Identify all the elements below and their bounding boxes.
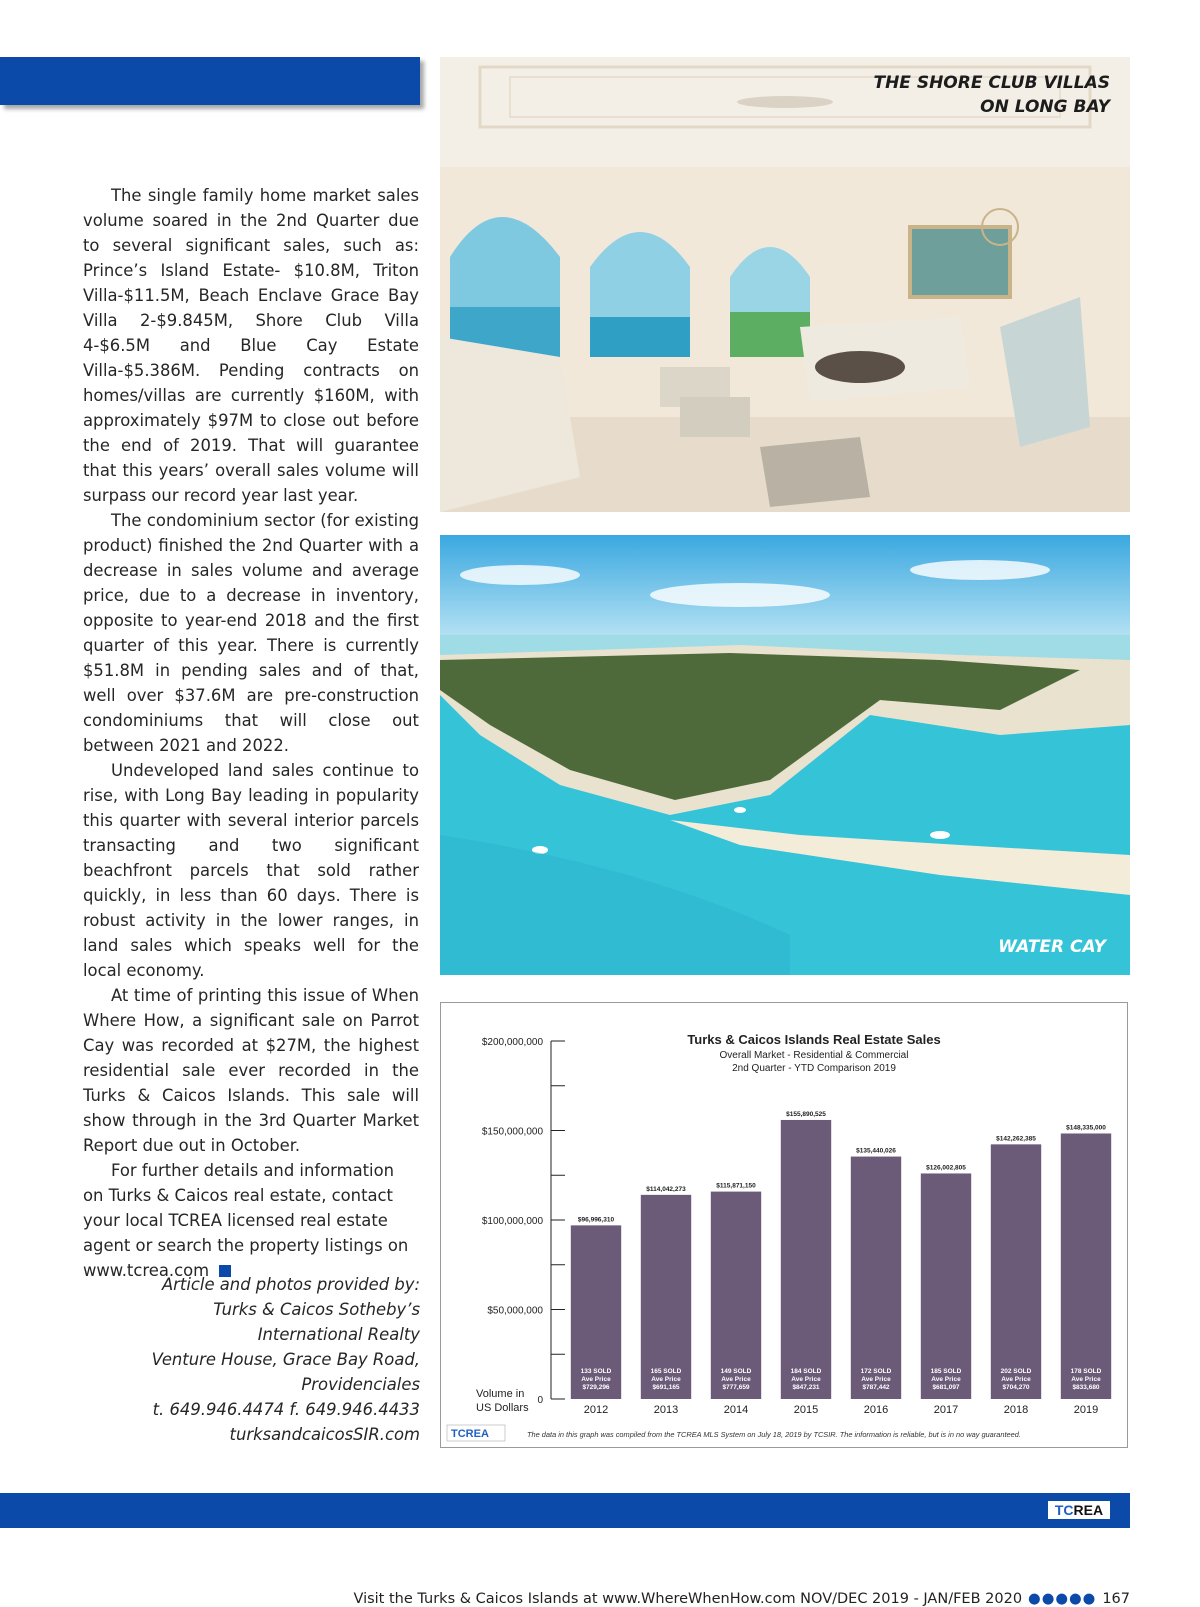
- bar-value-label: $126,002,805: [926, 1164, 966, 1172]
- x-tick-label: 2015: [793, 1404, 819, 1416]
- credit-line: t. 649.946.4474 f. 649.946.4433: [152, 1400, 420, 1419]
- bar-value-label: $96,996,310: [577, 1216, 615, 1224]
- credit-line: Venture House, Grace Bay Road,: [151, 1350, 420, 1369]
- footer-dots: ●●●●●: [1028, 1591, 1097, 1607]
- ave-price-value: $777,659: [722, 1384, 750, 1391]
- sold-label: 149 SOLD: [720, 1368, 752, 1375]
- real-estate-sales-chart: [440, 1002, 1128, 1448]
- y-axis-label: Volume in: [476, 1388, 525, 1400]
- ave-price-label: Ave Price: [581, 1376, 611, 1383]
- y-tick-label: $200,000,000: [481, 1037, 543, 1048]
- article-body: [83, 183, 419, 1283]
- bar-value-label: $155,890,525: [786, 1110, 826, 1118]
- chart-svg: [441, 1003, 1127, 1447]
- x-tick-label: 2012: [583, 1404, 609, 1416]
- credit-line: Turks & Caicos Sotheby’s: [213, 1300, 420, 1319]
- chart-subtitle: 2nd Quarter - YTD Comparison 2019: [732, 1063, 896, 1074]
- x-tick-label: 2013: [653, 1404, 679, 1416]
- ave-price-label: Ave Price: [791, 1376, 821, 1383]
- bar: [921, 1173, 971, 1399]
- page-number: 167: [1102, 1591, 1130, 1607]
- bar: [781, 1120, 831, 1399]
- bar: [991, 1144, 1041, 1399]
- villa-interior-photo: [440, 57, 1130, 512]
- sold-label: 202 SOLD: [1000, 1368, 1032, 1375]
- chart-subtitle: Overall Market - Residential & Commercial: [719, 1050, 909, 1061]
- credit-line: Providenciales: [301, 1375, 420, 1394]
- ave-price-value: $729,296: [582, 1384, 610, 1391]
- photo-caption-shore-club: [873, 71, 1110, 119]
- credit-line: Article and photos provided by:: [161, 1275, 420, 1294]
- x-tick-label: 2014: [723, 1404, 749, 1416]
- ave-price-value: $704,270: [1002, 1384, 1030, 1391]
- ave-price-value: $833,680: [1072, 1384, 1100, 1391]
- article-paragraph: The condominium sector (for existing product) finished the 2nd Quarter with a decrease in sales volume and average price, due to a decrease in inventory, opposite to year-end 2018 and the first quarter of this year. There is currently $51.8M in pending sales and of that, well over $37.6M are pre-construction condominiums that will close out between 2021 and 2022.: [83, 511, 419, 755]
- footer-text: Visit the Turks & Caicos Islands at www.WhereWhenHow.com NOV/DEC 2019 - JAN/FEB 2020: [353, 1591, 1023, 1607]
- tcrea-logo: [1048, 1501, 1110, 1519]
- ave-price-label: Ave Price: [931, 1376, 961, 1383]
- sold-label: 165 SOLD: [650, 1368, 682, 1375]
- photo-credits: [140, 1272, 420, 1447]
- x-tick-label: 2017: [933, 1404, 959, 1416]
- ave-price-label: Ave Price: [721, 1376, 751, 1383]
- article-paragraph-text: For further details and information on Turks & Caicos real estate, contact your local TCREA licensed real estate agent or search the property listings on www.tcrea.com: [83, 1161, 409, 1280]
- bar: [851, 1157, 901, 1399]
- ave-price-label: Ave Price: [1001, 1376, 1031, 1383]
- y-tick-label: $100,000,000: [481, 1216, 543, 1227]
- sold-label: 185 SOLD: [930, 1368, 962, 1375]
- page-footer: [300, 1591, 1130, 1607]
- ave-price-value: $847,231: [792, 1384, 820, 1391]
- sold-label: 172 SOLD: [860, 1368, 892, 1375]
- y-tick-label: $150,000,000: [481, 1126, 543, 1138]
- bar-value-label: $135,440,026: [856, 1147, 896, 1155]
- ave-price-label: Ave Price: [861, 1376, 891, 1383]
- header-accent-bar: [0, 57, 420, 105]
- bar-value-label: $114,042,273: [646, 1185, 686, 1193]
- sold-label: 133 SOLD: [580, 1368, 612, 1375]
- bar-value-label: $142,262,385: [996, 1135, 1036, 1143]
- x-tick-label: 2018: [1003, 1404, 1029, 1416]
- credit-line: International Realty: [257, 1325, 420, 1344]
- chart-title: Turks & Caicos Islands Real Estate Sales: [687, 1032, 941, 1047]
- bar-value-label: $115,871,150: [716, 1182, 756, 1190]
- article-paragraph: The single family home market sales volume soared in the 2nd Quarter due to several significant sales, such as: Prince’s Island Estate- $10.8M, Triton Villa-$11.5M, Beach Enclave Grace Bay Villa 2-$9.845M, Shore Club Villa 4-$6.5M and Blue Cay Estate Villa-$5.386M. Pending contracts on homes/villas are currently $160M, with approximately $97M to close out before the end of 2019. That will guarantee that this years’ overall sales volume will surpass our record year last year.: [83, 186, 419, 505]
- x-tick-label: 2016: [863, 1404, 889, 1416]
- article-paragraph-last: [83, 1158, 419, 1283]
- water-cay-aerial-photo: [440, 535, 1130, 975]
- footer-band: [0, 1493, 1130, 1528]
- credit-line: turksandcaicosSIR.com: [229, 1425, 420, 1444]
- sold-label: 178 SOLD: [1070, 1368, 1102, 1375]
- y-axis-label: US Dollars: [476, 1402, 529, 1414]
- sold-label: 184 SOLD: [790, 1368, 822, 1375]
- bar-value-label: $148,335,000: [1066, 1124, 1106, 1132]
- article-paragraph: At time of printing this issue of When Where How, a significant sale on Parrot Cay was recorded at $27M, the highest residential sale ever recorded in the Turks & Caicos Islands. This sale will show through in the 3rd Quarter Market Report due out in October.: [83, 986, 419, 1155]
- ave-price-value: $681,097: [932, 1384, 960, 1391]
- ave-price-value: $691,165: [652, 1384, 680, 1391]
- caption-line: ON LONG BAY: [980, 97, 1110, 117]
- ave-price-label: Ave Price: [1071, 1376, 1101, 1383]
- bar: [1061, 1133, 1111, 1399]
- ave-price-label: Ave Price: [651, 1376, 681, 1383]
- tcrea-chart-logo: [447, 1425, 505, 1441]
- ave-price-value: $787,442: [862, 1384, 890, 1391]
- y-tick-label: 0: [537, 1395, 543, 1406]
- logo-rea: REA: [1073, 1502, 1104, 1518]
- chart-footnote: The data in this graph was compiled from the TCREA MLS System on July 18, 2019 by TCSIR. The information is reliable, but is in no way guaranteed.: [527, 1430, 1021, 1439]
- x-tick-label: 2019: [1073, 1404, 1099, 1416]
- logo-tc: TC: [1054, 1502, 1074, 1518]
- chart-logo-text: TCREA: [451, 1428, 489, 1440]
- photo-caption-water-cay: WATER CAY: [998, 937, 1106, 957]
- article-paragraph: Undeveloped land sales continue to rise, with Long Bay leading in popularity this quarter with several interior parcels transacting and two significant beachfront parcels that sold rather quickly, in less than 60 days. There is robust activity in the lower ranges, in land sales which speaks well for the local economy.: [83, 761, 419, 980]
- y-tick-label: $50,000,000: [487, 1305, 543, 1317]
- caption-line: THE SHORE CLUB VILLAS: [873, 73, 1110, 93]
